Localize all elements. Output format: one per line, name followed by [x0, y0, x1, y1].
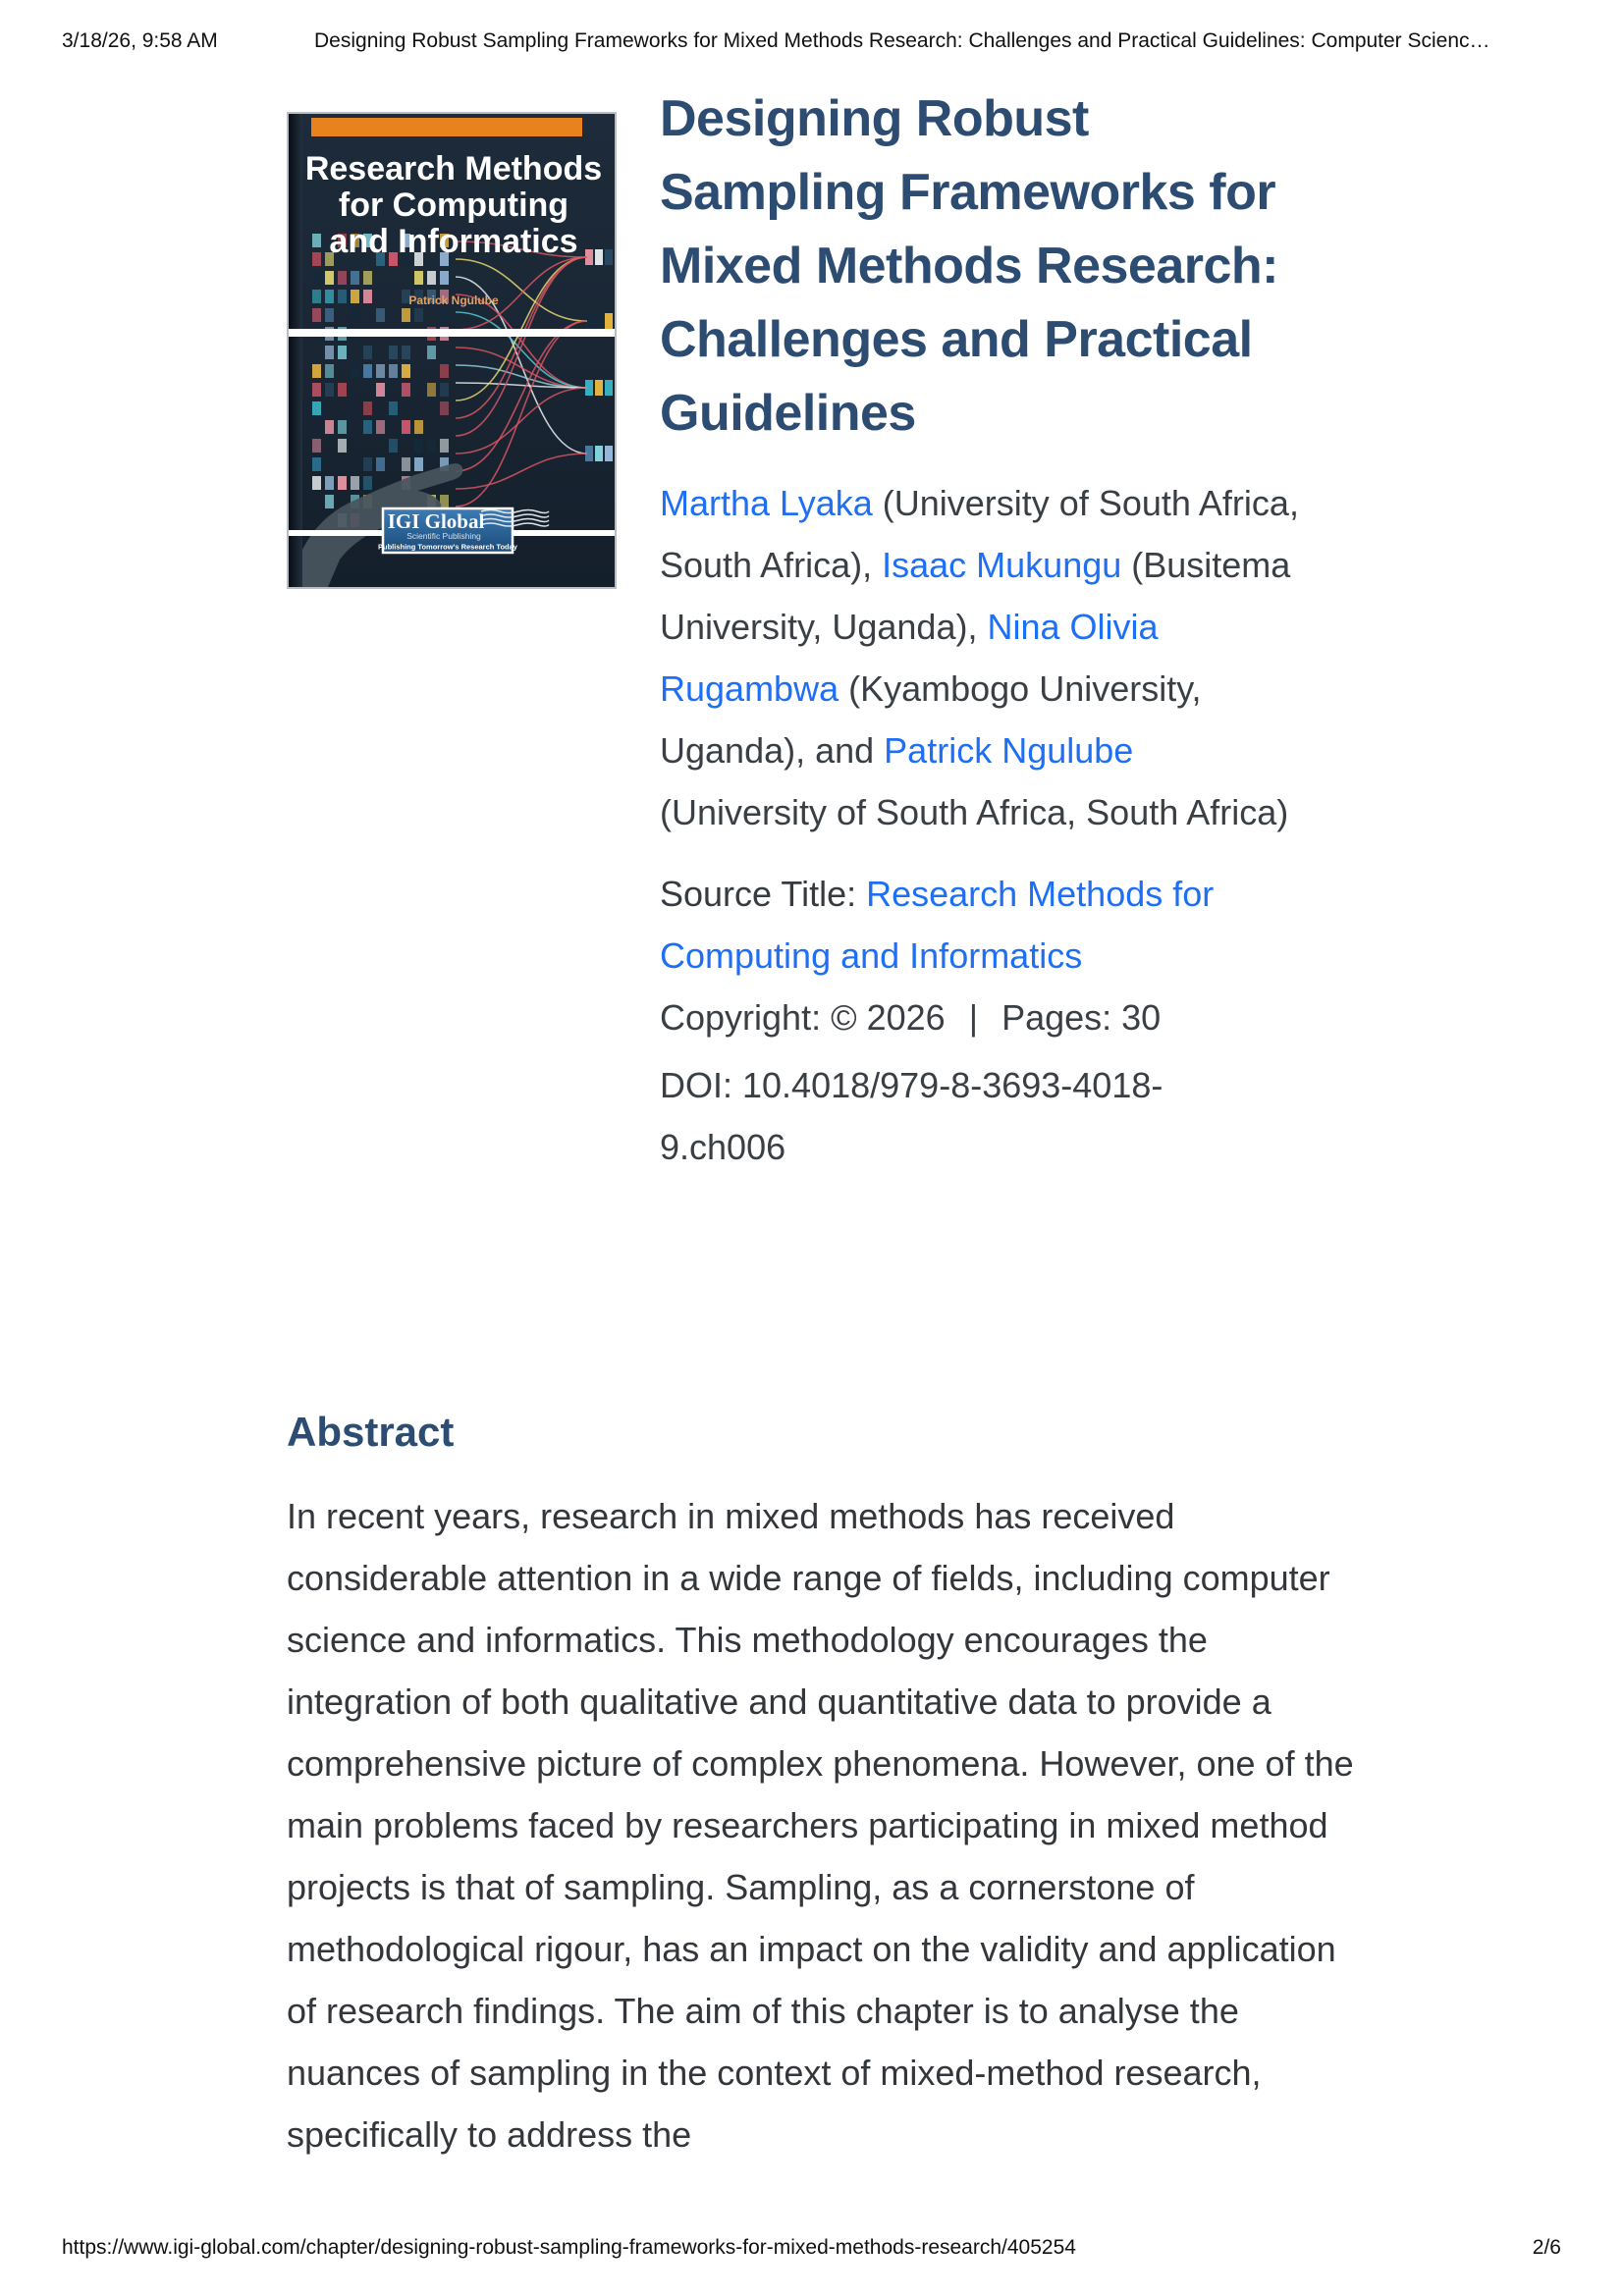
cover-author: Patrick Ngulube: [408, 294, 499, 307]
doi-text: DOI: 10.4018/979-8-3693-4018-9.ch006: [660, 1065, 1163, 1167]
chapter-authors: [660, 472, 1303, 843]
source-title-label: Source Title:: [660, 874, 867, 914]
book-spine: [289, 114, 302, 587]
author-link-isaac-mukungu[interactable]: Isaac Mukungu: [882, 545, 1122, 585]
abstract-heading: Abstract: [287, 1409, 455, 1455]
source-title-link[interactable]: Research Methods for Computing and Informatics: [660, 874, 1215, 976]
abstract-text: In recent years, research in mixed methods has received considerable attention in a wide range of fields, including computer science and informatics. This methodology encourages the integration of both qualitative and quantitative data to provide a comprehensive picture of complex phenomena. However, one of the main problems faced by researchers participating in mixed method projects is that of sampling. Sampling, as a cornerstone of methodological rigour, has an impact on the validity and application of research findings. The aim of this chapter is to analyse the nuances of sampling in the context of mixed-method research, specifically to address the: [287, 1496, 1354, 2155]
print-footer-page-indicator: 2/6: [1532, 2236, 1561, 2259]
print-header-document-title: Designing Robust Sampling Frameworks for Mixed Methods Research: Challenges and Practical Guidelines: Computer Scienc…: [314, 29, 1490, 52]
chapter-header: [660, 82, 1303, 1178]
print-header-datetime: 3/18/26, 9:58 AM: [62, 29, 218, 52]
cover-title-line1: Research Methods: [304, 150, 603, 187]
author-link-nina-olivia-rugambwa[interactable]: Nina Olivia Rugambwa: [660, 607, 1159, 709]
cover-stripe-top: [289, 329, 615, 337]
book-cover-image[interactable]: [287, 110, 617, 589]
copyright-pages-line: [660, 987, 1303, 1048]
publisher-tagline: Publishing Tomorrow's Research Today: [378, 542, 517, 552]
author-link-martha-lyaka[interactable]: Martha Lyaka: [660, 483, 873, 523]
print-footer-url: https://www.igi-global.com/chapter/designing-robust-sampling-frameworks-for-mixed-methods-research/405254: [62, 2236, 1076, 2259]
copyright-text: Copyright: © 2026: [660, 997, 946, 1038]
pages-text: Pages: 30: [1001, 997, 1162, 1038]
author-affiliation: (University of South Africa, South Africa): [660, 792, 1289, 832]
publisher-division: Scientific Publishing: [406, 531, 481, 541]
author-affiliation: (Kyambogo University, Uganda), and: [660, 668, 1202, 771]
author-link-patrick-ngulube[interactable]: Patrick Ngulube: [884, 730, 1134, 771]
cover-title-line3: and Informatics: [329, 223, 578, 260]
author-affiliation: (University of South Africa, South Africa),: [660, 483, 1299, 585]
cover-title-line2: for Computing: [338, 187, 569, 224]
book-cover-art: [287, 110, 617, 589]
publisher-name: IGI Global: [387, 509, 485, 533]
chapter-title: Designing Robust Sampling Frameworks for Mixed Methods Research: Challenges and Practical Guidelines: [660, 90, 1278, 442]
cover-orange-bar: [311, 118, 582, 136]
author-affiliation: (Busitema University, Uganda),: [660, 545, 1291, 647]
separator-pipe: |: [968, 997, 979, 1038]
source-title-line: [660, 863, 1303, 987]
